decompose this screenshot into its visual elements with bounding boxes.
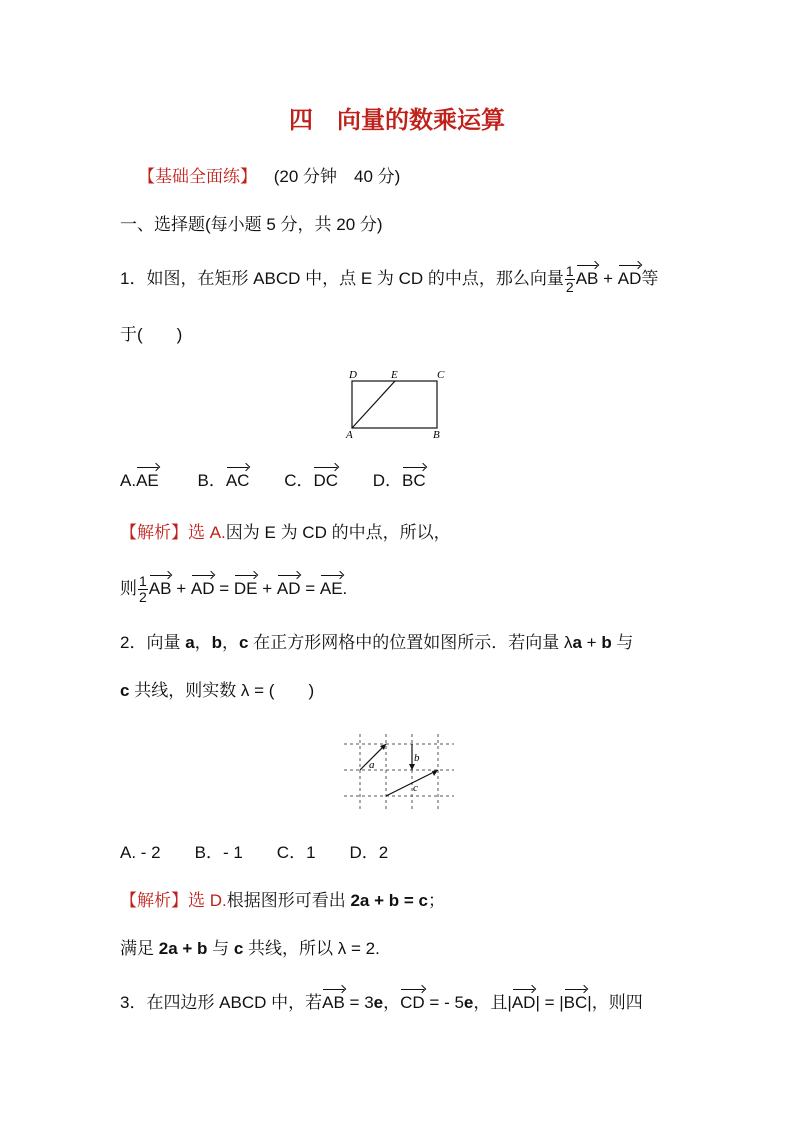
answer-1-line2: [120, 572, 347, 605]
question-3-text: = 3: [344, 993, 374, 1012]
label-b: B: [433, 429, 440, 441]
label-d: D: [349, 369, 357, 381]
vector-b-symbol: b: [601, 633, 612, 652]
vector-c-symbol: c: [239, 633, 249, 652]
vector-ab: AB: [322, 986, 345, 1014]
page-title: 四 向量的数乘运算: [289, 106, 505, 134]
fraction-denominator: 2: [139, 589, 147, 606]
answer-1: [120, 522, 451, 544]
vector-bc: BC: [564, 986, 588, 1014]
vector-e-symbol: e: [463, 993, 474, 1012]
answer-text: 因为 E 为 CD 的中点，所以，: [225, 523, 451, 542]
vector-ad: AD: [277, 572, 301, 600]
option-b-vector: AC: [226, 464, 250, 492]
vector-c-symbol: c: [120, 681, 130, 700]
section-tag: 【基础全面练】: [138, 167, 257, 186]
period: .: [342, 579, 348, 598]
answer-expression: 2a + b: [158, 939, 208, 958]
fraction-denominator: 2: [565, 279, 574, 296]
vector-a-symbol: a: [185, 633, 195, 652]
option-d-prefix: D．: [372, 471, 403, 490]
question-1-options: [120, 464, 426, 492]
answer-expression: 2a + b = c: [350, 891, 428, 910]
option-d-vector: BC: [402, 464, 426, 492]
option-a-vector: AE: [136, 464, 159, 492]
vector-ad: AD: [512, 986, 536, 1014]
label-b: b: [414, 752, 420, 764]
rectangle-abcd: [352, 381, 437, 428]
answer-tag: 【解析】: [120, 891, 188, 910]
answer-text: 满足: [120, 939, 159, 958]
vector-ab: AB: [149, 572, 172, 600]
part-heading: 一、选择题(每小题 5 分，共 20 分): [120, 215, 383, 234]
answer-prefix: 则: [120, 579, 137, 598]
question-3-text: = - 5: [424, 993, 464, 1012]
question-3-text: | = |: [535, 993, 564, 1012]
question-2-text: 2．向量: [120, 633, 186, 652]
answer-2: [120, 890, 445, 912]
option-c-vector: DC: [313, 464, 338, 492]
separator: ，: [194, 633, 212, 652]
vector-cd: CD: [400, 986, 425, 1014]
question-2-text: 在正方形网格中的位置如图所示．若向量 λ: [248, 633, 573, 652]
vector-e-symbol: e: [373, 993, 384, 1012]
vector-ad: AD: [618, 262, 642, 290]
question-3-text: ，且|: [473, 993, 512, 1012]
answer-text: 与: [207, 939, 234, 958]
question-2-line1: [120, 632, 633, 654]
answer-text: 共线，所以 λ = 2.: [243, 939, 380, 958]
option-c: [284, 471, 338, 490]
vector-b-arrowhead: [409, 764, 415, 770]
label-e: E: [391, 369, 398, 381]
option-a: [120, 471, 159, 490]
operator: +: [257, 579, 277, 598]
question-3-text: |，则四: [587, 993, 643, 1012]
option-b-prefix: B．: [197, 471, 226, 490]
question-2-line2: [120, 680, 314, 702]
vector-c-arrowhead: [432, 770, 438, 776]
answer-tag: 【解析】: [120, 523, 188, 542]
answer-2-line2: [120, 938, 380, 960]
answer-text: 根据图形可看出: [226, 891, 351, 910]
answer-choice: 选 A.: [188, 523, 226, 542]
vector-b-symbol: b: [211, 633, 223, 652]
question-2-text: 共线，则实数 λ = ( ): [129, 681, 315, 700]
vector-c-line: [386, 770, 438, 796]
label-c: c: [413, 782, 418, 794]
label-a: a: [369, 759, 375, 771]
rectangle-figure: [340, 366, 452, 444]
option-d: [373, 471, 426, 490]
option-c-prefix: C．: [284, 471, 314, 490]
operator: +: [171, 579, 191, 598]
question-1-text-end: 等: [641, 269, 659, 288]
separator: ，: [222, 633, 240, 652]
question-2-options: A. - 2 B．- 1 C．1 D．2: [120, 843, 389, 862]
plus-sign: +: [581, 633, 602, 652]
question-3-text: ，: [383, 993, 401, 1012]
segment-ae: [352, 381, 395, 428]
label-c: C: [437, 369, 445, 381]
vector-a-symbol: a: [572, 633, 582, 652]
grid-lines: [344, 734, 454, 810]
answer-choice: 选 D.: [188, 891, 227, 910]
question-1-text: 1．如图，在矩形 ABCD 中，点 E 为 CD 的中点，那么向量: [120, 269, 564, 288]
operator: =: [214, 579, 234, 598]
question-3-text: 3．在四边形 ABCD 中，若: [120, 993, 323, 1012]
vector-ae: AE: [320, 572, 343, 600]
vector-de: DE: [234, 572, 258, 600]
operator: =: [300, 579, 320, 598]
vector-ab: AB: [576, 262, 599, 290]
fraction-numerator: 1: [139, 573, 147, 590]
question-3-line1: [120, 986, 643, 1014]
vector-ad: AD: [191, 572, 215, 600]
section-header: [138, 166, 400, 188]
option-b: [197, 471, 249, 490]
question-2-text: 与: [611, 633, 634, 652]
fraction-numerator: 1: [565, 263, 574, 280]
section-time: (20 分钟 40 分): [273, 167, 401, 186]
grid-figure: [340, 732, 458, 814]
fraction-half: [138, 574, 148, 605]
plus-sign: +: [598, 269, 618, 288]
question-1-line2: 于( ): [120, 325, 183, 344]
option-a-prefix: A.: [120, 471, 137, 490]
answer-text: ；: [427, 891, 445, 910]
question-1-line1: [120, 262, 658, 295]
vector-c-symbol: c: [233, 939, 244, 958]
label-a: A: [346, 429, 353, 441]
fraction-half: [565, 264, 575, 295]
